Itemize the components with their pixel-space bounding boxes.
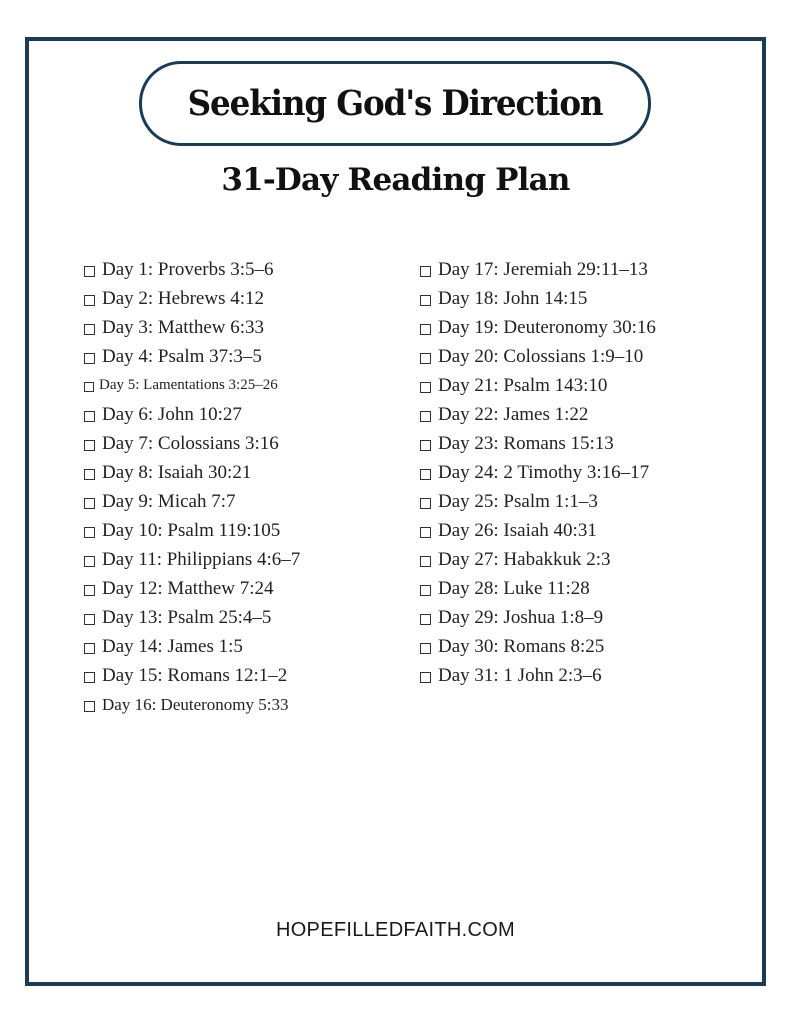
reading-label: Day 23: Romans 15:13: [438, 433, 614, 454]
reading-item-day-5[interactable]: [84, 371, 300, 400]
reading-item-day-30[interactable]: [420, 632, 656, 661]
reading-label: Day 18: John 14:15: [438, 288, 588, 309]
page-title: Seeking God's Direction: [187, 83, 603, 124]
reading-label: Day 6: John 10:27: [102, 404, 242, 425]
checkbox-icon[interactable]: [420, 556, 431, 567]
reading-item-day-18[interactable]: [420, 284, 656, 313]
reading-item-day-8[interactable]: [84, 458, 300, 487]
reading-label: Day 25: Psalm 1:1–3: [438, 491, 598, 512]
reading-label: Day 8: Isaiah 30:21: [102, 462, 252, 483]
checkbox-icon[interactable]: [84, 324, 95, 335]
reading-label: Day 1: Proverbs 3:5–6: [102, 259, 274, 280]
checkbox-icon[interactable]: [420, 614, 431, 625]
checkbox-icon[interactable]: [84, 585, 95, 596]
reading-label: Day 7: Colossians 3:16: [102, 433, 279, 454]
checkbox-icon[interactable]: [84, 701, 95, 712]
checkbox-icon[interactable]: [84, 498, 95, 509]
checkbox-icon[interactable]: [84, 440, 95, 451]
checkbox-icon[interactable]: [84, 643, 95, 654]
reading-item-day-1[interactable]: [84, 255, 300, 284]
checkbox-icon[interactable]: [84, 353, 95, 364]
reading-label: Day 29: Joshua 1:8–9: [438, 607, 604, 628]
reading-label: Day 2: Hebrews 4:12: [102, 288, 264, 309]
reading-item-day-14[interactable]: [84, 632, 300, 661]
checkbox-icon[interactable]: [420, 498, 431, 509]
checkbox-icon[interactable]: [84, 614, 95, 625]
reading-label: Day 28: Luke 11:28: [438, 578, 590, 599]
footer-website: HOPEFILLEDFAITH.COM: [275, 919, 516, 941]
checkbox-icon[interactable]: [84, 411, 95, 422]
reading-item-day-26[interactable]: [420, 516, 656, 545]
reading-item-day-9[interactable]: [84, 487, 300, 516]
checkbox-icon[interactable]: [84, 382, 94, 392]
reading-label: Day 14: James 1:5: [102, 636, 243, 657]
page-subtitle: 31-Day Reading Plan: [221, 162, 570, 198]
reading-label: Day 9: Micah 7:7: [102, 491, 236, 512]
reading-label: Day 24: 2 Timothy 3:16–17: [438, 462, 650, 483]
checkbox-icon[interactable]: [84, 469, 95, 480]
reading-item-day-17[interactable]: [420, 255, 656, 284]
reading-label: Day 26: Isaiah 40:31: [438, 520, 597, 541]
checkbox-icon[interactable]: [420, 382, 431, 393]
reading-label: Day 16: Deuteronomy 5:33: [102, 695, 289, 714]
reading-label: Day 30: Romans 8:25: [438, 636, 605, 657]
reading-label: Day 5: Lamentations 3:25–26: [99, 377, 278, 393]
checkbox-icon[interactable]: [420, 469, 431, 480]
checkbox-icon[interactable]: [84, 266, 95, 277]
checkbox-icon[interactable]: [420, 324, 431, 335]
reading-label: Day 10: Psalm 119:105: [102, 520, 281, 541]
reading-item-day-31[interactable]: [420, 661, 656, 690]
reading-item-day-21[interactable]: [420, 371, 656, 400]
reading-label: Day 11: Philippians 4:6–7: [102, 549, 301, 570]
checkbox-icon[interactable]: [84, 295, 95, 306]
reading-item-day-22[interactable]: [420, 400, 656, 429]
reading-list-left: [84, 255, 300, 719]
checkbox-icon[interactable]: [84, 527, 95, 538]
reading-item-day-28[interactable]: [420, 574, 656, 603]
reading-item-day-24[interactable]: [420, 458, 656, 487]
reading-item-day-11[interactable]: [84, 545, 300, 574]
reading-item-day-23[interactable]: [420, 429, 656, 458]
reading-item-day-16[interactable]: [84, 690, 300, 719]
reading-item-day-20[interactable]: [420, 342, 656, 371]
checkbox-icon[interactable]: [420, 643, 431, 654]
checkbox-icon[interactable]: [420, 672, 431, 683]
reading-label: Day 12: Matthew 7:24: [102, 578, 274, 599]
reading-label: Day 21: Psalm 143:10: [438, 375, 608, 396]
reading-item-day-2[interactable]: [84, 284, 300, 313]
reading-item-day-6[interactable]: [84, 400, 300, 429]
title-pill: [139, 61, 651, 146]
reading-label: Day 20: Colossians 1:9–10: [438, 346, 644, 367]
checkbox-icon[interactable]: [420, 353, 431, 364]
checkbox-icon[interactable]: [420, 440, 431, 451]
reading-label: Day 17: Jeremiah 29:11–13: [438, 259, 648, 280]
reading-label: Day 22: James 1:22: [438, 404, 589, 425]
reading-label: Day 27: Habakkuk 2:3: [438, 549, 611, 570]
reading-label: Day 3: Matthew 6:33: [102, 317, 265, 338]
reading-label: Day 19: Deuteronomy 30:16: [438, 317, 656, 338]
reading-item-day-25[interactable]: [420, 487, 656, 516]
reading-list-right: [420, 255, 656, 690]
reading-label: Day 31: 1 John 2:3–6: [438, 665, 602, 686]
reading-item-day-15[interactable]: [84, 661, 300, 690]
checkbox-icon[interactable]: [84, 556, 95, 567]
reading-item-day-4[interactable]: [84, 342, 300, 371]
reading-label: Day 15: Romans 12:1–2: [102, 665, 288, 686]
reading-item-day-29[interactable]: [420, 603, 656, 632]
checkbox-icon[interactable]: [420, 411, 431, 422]
reading-item-day-7[interactable]: [84, 429, 300, 458]
checkbox-icon[interactable]: [84, 672, 95, 683]
reading-item-day-19[interactable]: [420, 313, 656, 342]
reading-item-day-13[interactable]: [84, 603, 300, 632]
reading-label: Day 13: Psalm 25:4–5: [102, 607, 272, 628]
checkbox-icon[interactable]: [420, 266, 431, 277]
checkbox-icon[interactable]: [420, 295, 431, 306]
reading-label: Day 4: Psalm 37:3–5: [102, 346, 262, 367]
checkbox-icon[interactable]: [420, 585, 431, 596]
reading-item-day-3[interactable]: [84, 313, 300, 342]
reading-item-day-12[interactable]: [84, 574, 300, 603]
reading-item-day-10[interactable]: [84, 516, 300, 545]
checkbox-icon[interactable]: [420, 527, 431, 538]
reading-item-day-27[interactable]: [420, 545, 656, 574]
